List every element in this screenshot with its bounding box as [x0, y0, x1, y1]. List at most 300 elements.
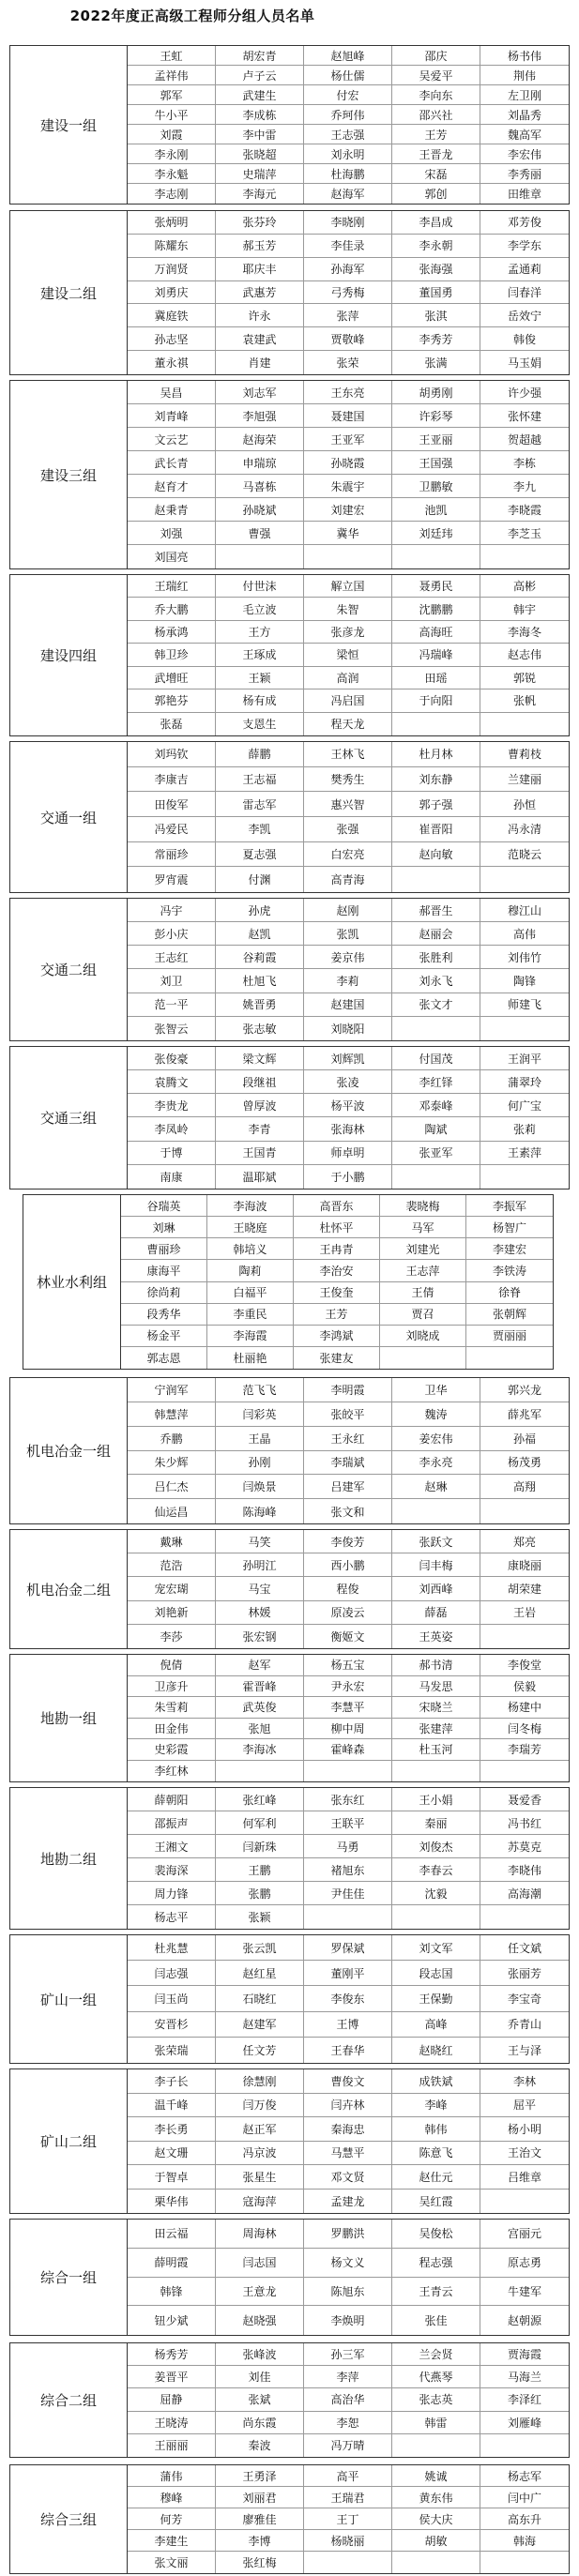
- member-name-cell: 吴昌: [128, 381, 216, 404]
- member-name-cell: 牛小平: [128, 105, 216, 125]
- member-name-cell: 韩海: [480, 2530, 569, 2552]
- member-name-cell: 于智卓: [128, 2165, 216, 2190]
- member-name-cell: 李晓伟: [480, 1858, 569, 1882]
- empty-cell: [392, 1165, 480, 1189]
- group-block: [9, 2068, 570, 2214]
- member-name-cell: 董国勇: [392, 281, 480, 305]
- member-name-cell: 刘廷玮: [392, 522, 480, 545]
- member-name-cell: 梁文辉: [216, 1047, 304, 1070]
- member-name-cell: 温耶斌: [216, 1165, 304, 1189]
- member-name-cell: 胡宏青: [216, 46, 304, 66]
- empty-cell: [216, 1761, 304, 1782]
- member-name-cell: 刘晶秀: [480, 105, 569, 125]
- member-name-cell: 张萍: [304, 304, 392, 327]
- member-name-cell: 乔大鹏: [128, 598, 216, 620]
- member-name-cell: 王润平: [480, 1047, 569, 1070]
- member-name-cell: 李俊东: [304, 1986, 392, 2011]
- member-name-cell: 宫丽元: [480, 2220, 569, 2249]
- member-name-cell: 王方: [216, 621, 304, 644]
- member-name-cell: 罗宵震: [128, 867, 216, 892]
- empty-cell: [480, 2552, 569, 2573]
- member-name-cell: 柳中周: [304, 1719, 392, 1740]
- member-name-cell: 张建友: [294, 1347, 380, 1369]
- member-name-cell: 范一平: [128, 993, 216, 1017]
- member-name-cell: 王素萍: [480, 1142, 569, 1165]
- member-name-cell: 张晓超: [216, 144, 304, 164]
- group-block: [9, 1934, 570, 2064]
- member-name-cell: 梁恒: [304, 644, 392, 666]
- member-name-cell: 田瑶: [392, 667, 480, 689]
- member-name-cell: 张颖: [216, 1905, 304, 1929]
- member-name-cell: 马发思: [392, 1676, 480, 1698]
- member-name-cell: 张旭: [216, 1719, 304, 1740]
- member-name-cell: 杜月林: [392, 742, 480, 767]
- member-name-cell: 李海霞: [207, 1326, 294, 1347]
- member-name-cell: 杨智广: [466, 1217, 553, 1238]
- member-name-cell: 刘丽君: [216, 2487, 304, 2508]
- member-name-cell: 冯万晴: [304, 2434, 392, 2457]
- member-name-cell: 赵文珊: [128, 2142, 216, 2166]
- member-name-cell: 刘卫: [128, 969, 216, 993]
- member-name-cell: 贾丽丽: [466, 1326, 553, 1347]
- member-name-cell: 王晓庭: [207, 1217, 294, 1238]
- member-name-cell: 郑亮: [480, 1530, 569, 1553]
- member-name-cell: 李青: [216, 1117, 304, 1141]
- member-name-cell: 尹佳佳: [304, 1882, 392, 1905]
- member-grid: [128, 2465, 569, 2573]
- member-name-cell: 张红梅: [216, 2552, 304, 2573]
- member-name-cell: 李博: [216, 2530, 304, 2552]
- member-name-cell: 赵旭峰: [304, 46, 392, 66]
- member-name-cell: 肖建: [216, 351, 304, 374]
- member-name-cell: 董刚平: [304, 1961, 392, 1986]
- member-name-cell: 李焕明: [304, 2306, 392, 2335]
- member-name-cell: 马宝: [216, 1577, 304, 1600]
- member-name-cell: 张鹏: [216, 1882, 304, 1905]
- member-name-cell: 张怀建: [480, 404, 569, 428]
- empty-cell: [304, 545, 392, 568]
- member-name-cell: 李栋: [480, 451, 569, 475]
- member-name-cell: 邵庆: [392, 46, 480, 66]
- member-name-cell: 韩卫珍: [128, 644, 216, 666]
- member-name-cell: 张峰波: [216, 2343, 304, 2366]
- member-name-cell: 刘永飞: [392, 969, 480, 993]
- member-name-cell: 吕建军: [304, 1475, 392, 1499]
- member-name-cell: 田金伟: [128, 1719, 216, 1740]
- member-name-cell: 杨志军: [480, 2465, 569, 2487]
- member-grid: [128, 1530, 569, 1648]
- member-name-cell: 李旭强: [216, 404, 304, 428]
- empty-cell: [304, 1905, 392, 1929]
- member-name-cell: 曹丽珍: [121, 1238, 207, 1260]
- member-name-cell: 戴琳: [128, 1530, 216, 1553]
- member-name-cell: 南康: [128, 1165, 216, 1189]
- member-name-cell: 王志强: [304, 125, 392, 144]
- member-name-cell: 范飞飞: [216, 1378, 304, 1402]
- member-name-cell: 徐尚莉: [121, 1282, 207, 1304]
- member-grid: [128, 2343, 569, 2457]
- member-name-cell: 王瑞红: [128, 575, 216, 598]
- member-name-cell: 陶锋: [480, 969, 569, 993]
- member-name-cell: 李永魁: [128, 164, 216, 184]
- group-label: 交通一组: [10, 742, 128, 892]
- member-name-cell: 支恩生: [216, 713, 304, 735]
- member-name-cell: 宋磊: [392, 164, 480, 184]
- empty-cell: [392, 713, 480, 735]
- member-name-cell: 付渊: [216, 867, 304, 892]
- member-name-cell: 郭创: [392, 184, 480, 204]
- member-name-cell: 白福平: [207, 1282, 294, 1304]
- member-name-cell: 李莉: [304, 969, 392, 993]
- member-name-cell: 程俊: [304, 1577, 392, 1600]
- member-name-cell: 穆江山: [480, 899, 569, 922]
- member-name-cell: 任文芳: [216, 2038, 304, 2063]
- member-grid: [128, 1378, 569, 1523]
- member-name-cell: 李秀丽: [480, 164, 569, 184]
- member-name-cell: 曾厚波: [216, 1094, 304, 1117]
- member-name-cell: 李明霞: [304, 1378, 392, 1402]
- member-name-cell: 卫鹏敏: [392, 475, 480, 498]
- member-name-cell: 裴海深: [128, 1858, 216, 1882]
- member-name-cell: 姜晋平: [128, 2366, 216, 2388]
- member-name-cell: 姚晋勇: [216, 993, 304, 1017]
- member-name-cell: 张淇: [392, 304, 480, 327]
- member-name-cell: 李晓刚: [304, 211, 392, 235]
- member-name-cell: 刘建宏: [304, 498, 392, 522]
- member-name-cell: 马玉娟: [507, 356, 541, 371]
- member-name-cell: 田俊军: [128, 792, 216, 817]
- member-name-cell: 杨承鸿: [128, 621, 216, 644]
- member-name-cell: 贾海霞: [480, 2343, 569, 2366]
- member-name-cell: 张东红: [304, 1788, 392, 1811]
- member-name-cell: 解立国: [304, 575, 392, 598]
- member-name-cell: 王丽丽: [128, 2434, 216, 2457]
- member-name-cell: 王湘文: [128, 1835, 216, 1858]
- member-name-cell: 张云凯: [216, 1935, 304, 1961]
- member-name-cell: 刘晓阳: [304, 1017, 392, 1040]
- member-name-cell: 刘志军: [216, 381, 304, 404]
- member-name-cell: 王国强: [392, 451, 480, 475]
- empty-cell: [480, 1499, 569, 1523]
- member-name-cell: 杨茂勇: [480, 1451, 569, 1476]
- member-name-cell: 李泽红: [480, 2388, 569, 2411]
- member-name-cell: 李峰: [392, 2094, 480, 2118]
- member-name-cell: 杜玉河: [392, 1739, 480, 1761]
- member-name-cell: 郭艳芬: [128, 689, 216, 712]
- member-name-cell: 李海波: [207, 1195, 294, 1217]
- member-name-cell: 于博: [128, 1142, 216, 1165]
- member-name-cell: 刘辉凯: [304, 1047, 392, 1070]
- member-name-cell: 赵建国: [304, 993, 392, 1017]
- member-name-cell: 师卓明: [304, 1142, 392, 1165]
- member-grid: [128, 381, 569, 568]
- member-name-cell: 张星生: [216, 2165, 304, 2190]
- empty-cell: [392, 1017, 480, 1040]
- group-block: [9, 1377, 570, 1524]
- member-name-cell: 武长青: [128, 451, 216, 475]
- member-name-cell: 罗鹏洪: [304, 2220, 392, 2249]
- member-name-cell: 李铁涛: [466, 1260, 553, 1281]
- member-name-cell: 毛立波: [216, 598, 304, 620]
- member-name-cell: 曹俊文: [304, 2069, 392, 2094]
- member-name-cell: 李成栋: [216, 105, 304, 125]
- member-name-cell: 张俊豪: [128, 1047, 216, 1070]
- member-name-cell: 闫彩英: [216, 1402, 304, 1427]
- member-name-cell: 邓泰峰: [392, 1094, 480, 1117]
- member-name-cell: 闫丰梅: [392, 1553, 480, 1577]
- member-name-cell: 李晓霞: [480, 498, 569, 522]
- group-label: 机电冶金一组: [10, 1378, 128, 1523]
- member-name-cell: 闫焕景: [216, 1475, 304, 1499]
- group-block: [9, 2342, 570, 2458]
- member-name-cell: 刘佳: [216, 2366, 304, 2388]
- member-name-cell: 王东亮: [304, 381, 392, 404]
- member-name-cell: 赵晓强: [216, 2306, 304, 2335]
- member-grid: [128, 575, 569, 735]
- member-name-cell: 杨仕儒: [304, 66, 392, 85]
- member-name-cell: 倪倩: [128, 1655, 216, 1676]
- member-name-cell: 张帆: [480, 689, 569, 712]
- member-name-cell: 程天龙: [304, 713, 392, 735]
- member-name-cell: 代燕琴: [392, 2366, 480, 2388]
- member-name-cell: 何军利: [216, 1811, 304, 1835]
- member-name-cell: 李建宏: [466, 1238, 553, 1260]
- member-name-cell: 李秀芳: [392, 327, 480, 351]
- member-name-cell: 郭兴龙: [480, 1378, 569, 1402]
- group-label: 建设一组: [10, 46, 128, 204]
- member-name-cell: 魏高军: [480, 125, 569, 144]
- member-name-cell: 韩锋: [128, 2278, 216, 2307]
- member-name-cell: 王亚军: [304, 428, 392, 451]
- member-name-cell: 张志敏: [216, 1017, 304, 1040]
- member-name-cell: 张丽芳: [480, 1961, 569, 1986]
- member-name-cell: 李向东: [392, 85, 480, 105]
- group-label: 建设三组: [10, 381, 128, 568]
- group-block: [9, 898, 570, 1041]
- member-name-cell: 崔晋阳: [392, 817, 480, 842]
- group-label: 矿山二组: [10, 2069, 128, 2213]
- member-name-cell: 李贵龙: [128, 1094, 216, 1117]
- member-name-cell: 李萍: [304, 2366, 392, 2388]
- member-name-cell: 王志红: [128, 946, 216, 969]
- empty-cell: [392, 1499, 480, 1523]
- member-name-cell: 李慧平: [304, 1697, 392, 1719]
- group-label: 交通三组: [10, 1047, 128, 1189]
- member-name-cell: 武增旺: [128, 667, 216, 689]
- member-name-cell: 蒲伟: [128, 2465, 216, 2487]
- member-name-cell: 刘霞: [128, 125, 216, 144]
- member-name-cell: 成铁斌: [392, 2069, 480, 2094]
- member-name-cell: 付世沫: [216, 575, 304, 598]
- member-name-cell: 李康吉: [128, 767, 216, 793]
- member-name-cell: 李春云: [392, 1858, 480, 1882]
- member-name-cell: 张亚军: [392, 1142, 480, 1165]
- member-name-cell: 赵海军: [304, 184, 392, 204]
- member-name-cell: 张佳: [392, 2306, 480, 2335]
- member-name-cell: 邓文贤: [304, 2165, 392, 2190]
- group-block: [9, 45, 570, 205]
- member-name-cell: 陶莉: [207, 1260, 294, 1281]
- group-block: [9, 1529, 570, 1649]
- empty-cell: [480, 1625, 569, 1648]
- member-name-cell: 贺超越: [480, 428, 569, 451]
- member-name-cell: 杨建中: [480, 1697, 569, 1719]
- empty-cell: [480, 1761, 569, 1782]
- member-name-cell: 樊秀生: [304, 767, 392, 793]
- member-name-cell: 杨金平: [121, 1326, 207, 1347]
- member-name-cell: 衡姬文: [304, 1625, 392, 1648]
- member-name-cell: 赵琳: [392, 1475, 480, 1499]
- member-name-cell: 刘永明: [304, 144, 392, 164]
- member-name-cell: 何广宝: [480, 1094, 569, 1117]
- member-name-cell: 李中雷: [216, 125, 304, 144]
- member-name-cell: 郭锐: [480, 667, 569, 689]
- member-grid: [128, 742, 569, 892]
- member-grid: [128, 1047, 569, 1189]
- member-name-cell: 杨小明: [480, 2117, 569, 2142]
- member-name-cell: 袁腾文: [128, 1070, 216, 1094]
- member-name-cell: 王岩: [480, 1601, 569, 1625]
- member-name-cell: 朱雪莉: [128, 1697, 216, 1719]
- group-block: [9, 1654, 570, 1782]
- member-name-cell: 陈海峰: [216, 1499, 304, 1523]
- group-block: [9, 1046, 570, 1190]
- member-name-cell: 张皎平: [304, 1402, 392, 1427]
- member-name-cell: 郝玉芳: [216, 235, 304, 258]
- member-name-cell: 许彩琴: [392, 404, 480, 428]
- member-name-cell: 刘青峰: [128, 404, 216, 428]
- member-name-cell: 段秀华: [121, 1304, 207, 1326]
- member-name-cell: 武英俊: [216, 1697, 304, 1719]
- member-name-cell: 荆伟: [480, 66, 569, 85]
- member-name-cell: 李芝玉: [480, 522, 569, 545]
- member-name-cell: 孟建龙: [304, 2190, 392, 2214]
- member-name-cell: 刘艳新: [128, 1601, 216, 1625]
- member-name-cell: 徐脊: [466, 1282, 553, 1304]
- member-name-cell: 夏志强: [216, 842, 304, 868]
- member-name-cell: 张磊: [128, 713, 216, 735]
- member-name-cell: 马勇: [304, 1835, 392, 1858]
- member-name-cell: 王小娟: [392, 1788, 480, 1811]
- member-name-cell: 张胜利: [392, 946, 480, 969]
- member-name-cell: 宁润军: [128, 1378, 216, 1402]
- member-name-cell: 贾敬峰: [304, 327, 392, 351]
- member-name-cell: 高青海: [304, 867, 392, 892]
- member-name-cell: 朱少辉: [128, 1451, 216, 1476]
- member-name-cell: 魏涛: [392, 1402, 480, 1427]
- member-name-cell: 王琢成: [216, 644, 304, 666]
- member-name-cell: 沈鹏鹏: [392, 598, 480, 620]
- member-name-cell: 郭军: [128, 85, 216, 105]
- member-grid: [128, 1655, 569, 1781]
- member-name-cell: 范浩: [128, 1553, 216, 1577]
- member-name-cell: 李鸿斌: [294, 1326, 380, 1347]
- member-name-cell: 原志勇: [480, 2249, 569, 2278]
- member-name-cell: 李九: [480, 475, 569, 498]
- member-name-cell: 李重民: [207, 1304, 294, 1326]
- member-name-cell: 吴俊松: [392, 2220, 480, 2249]
- empty-cell: [480, 867, 569, 892]
- member-name-cell: 霍晋峰: [216, 1676, 304, 1698]
- member-name-cell: 李永亮: [392, 1451, 480, 1476]
- member-name-cell: 蒲翠玲: [480, 1070, 569, 1094]
- group-block: [9, 1787, 570, 1930]
- group-label: 机电冶金二组: [10, 1530, 128, 1648]
- member-name-cell: 曹强: [216, 522, 304, 545]
- member-name-cell: 史瑞萍: [216, 164, 304, 184]
- member-name-cell: 赵向敏: [392, 842, 480, 868]
- member-name-cell: 王勇泽: [216, 2465, 304, 2487]
- member-name-cell: 赵秉青: [128, 498, 216, 522]
- member-name-cell: 武建生: [216, 85, 304, 105]
- member-grid: [128, 211, 569, 374]
- member-name-cell: 赵建军: [216, 2012, 304, 2038]
- member-name-cell: 薛朝阳: [128, 1788, 216, 1811]
- member-name-cell: 田云福: [128, 2220, 216, 2249]
- member-name-cell: 吕仁杰: [128, 1475, 216, 1499]
- member-name-cell: 高平: [304, 2465, 392, 2487]
- member-name-cell: 姜京伟: [304, 946, 392, 969]
- member-name-cell: 李海冰: [216, 1739, 304, 1761]
- member-name-cell: 许少强: [480, 381, 569, 404]
- member-name-cell: 付国茂: [392, 1047, 480, 1070]
- member-name-cell: 韩俊: [480, 327, 569, 351]
- member-name-cell: 刘西峰: [392, 1577, 480, 1600]
- member-name-cell: 曹莉枝: [480, 742, 569, 767]
- member-name-cell: 高润: [304, 667, 392, 689]
- member-name-cell: 赵丽会: [392, 922, 480, 946]
- member-name-cell: 韩雷: [392, 2412, 480, 2434]
- member-grid: [128, 899, 569, 1040]
- member-name-cell: 孙刚: [216, 1451, 304, 1476]
- member-name-cell: 闫玉尚: [128, 1986, 216, 2011]
- member-name-cell: 王虹: [128, 46, 216, 66]
- member-name-cell: 孙海军: [304, 258, 392, 281]
- member-name-cell: 张文才: [392, 993, 480, 1017]
- member-name-cell: 李昌成: [392, 211, 480, 235]
- member-name-cell: 邵振声: [128, 1811, 216, 1835]
- member-name-cell: 王春华: [304, 2038, 392, 2063]
- member-name-cell: 温千峰: [128, 2094, 216, 2118]
- member-name-cell: 薛兆军: [480, 1402, 569, 1427]
- member-name-cell: 赵海荣: [216, 428, 304, 451]
- member-name-cell: 姜宏伟: [392, 1427, 480, 1451]
- member-name-cell: 冀华: [304, 522, 392, 545]
- member-name-cell: 冀庭铁: [128, 304, 216, 327]
- empty-cell: [216, 545, 304, 568]
- member-name-cell: 郝晋生: [392, 899, 480, 922]
- member-name-cell: 李子长: [128, 2069, 216, 2094]
- member-name-cell: 任文斌: [480, 1935, 569, 1961]
- member-name-cell: 赵育才: [128, 475, 216, 498]
- member-name-cell: 王倩: [380, 1282, 466, 1304]
- member-name-cell: 王亚丽: [392, 428, 480, 451]
- member-name-cell: 王晶: [216, 1427, 304, 1451]
- member-name-cell: 刘勇庆: [128, 281, 216, 305]
- member-name-cell: 胡勇刚: [392, 381, 480, 404]
- member-name-cell: 孙晓霞: [304, 451, 392, 475]
- member-name-cell: 尚东霞: [216, 2412, 304, 2434]
- member-name-cell: 赵红星: [216, 1961, 304, 1986]
- member-name-cell: 陈旭东: [304, 2278, 392, 2307]
- member-name-cell: 赵军: [216, 1655, 304, 1676]
- member-name-cell: 王芳: [294, 1304, 380, 1326]
- member-name-cell: 马喜栋: [216, 475, 304, 498]
- member-name-cell: 杜海鹏: [304, 164, 392, 184]
- group-label: 建设四组: [10, 575, 128, 735]
- member-name-cell: 王保勤: [392, 1986, 480, 2011]
- member-name-cell: 刘国亮: [128, 545, 216, 568]
